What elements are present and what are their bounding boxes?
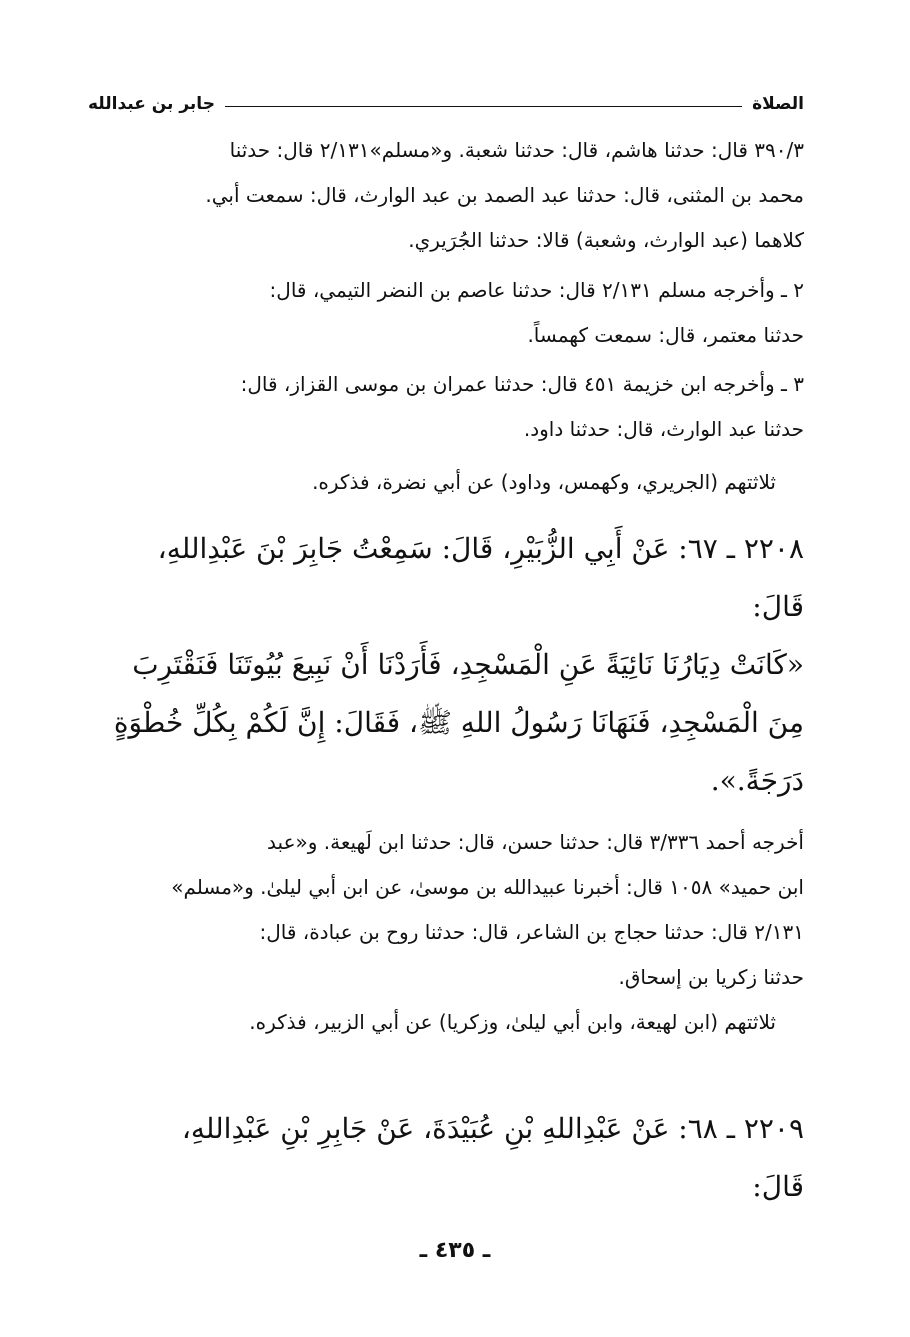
text-line: ٣ ـ وأخرجه ابن خزيمة ٤٥١ قال: حدثنا عمران بن موسى القزاز، قال:: [240, 372, 804, 396]
text-line: محمد بن المثنى، قال: حدثنا عبد الصمد بن عبد الوارث، قال: سمعت أبي.: [205, 183, 804, 207]
text-line: ثلاثتهم (الجريري، وكهمس، وداود) عن أبي نضرة، فذكره.: [312, 470, 776, 494]
header-rule: [225, 106, 742, 107]
text-line: ٢/١٣١ قال: حدثنا حجاج بن الشاعر، قال: حدثنا روح بن عبادة، قال:: [259, 920, 804, 944]
text-line: كلاهما (عبد الوارث، وشعبة) قالا: حدثنا الجُرَيري.: [408, 228, 804, 252]
text-line: قَالَ:: [752, 1170, 804, 1203]
text-line: ثلاثتهم (ابن لهيعة، وابن أبي ليلىٰ، وزكريا) عن أبي الزبير، فذكره.: [249, 1010, 776, 1034]
text-line: حدثنا معتمر، قال: سمعت كهمساً.: [527, 323, 804, 347]
hadith-2209-heading: [100, 1100, 804, 1216]
text-line: مِنَ الْمَسْجِدِ، فَنَهَانَا رَسُولُ اللهِ ﷺ، فَقَالَ: إِنَّ لَكُمْ بِكُلِّ خُطْوَةٍ: [113, 706, 804, 739]
text-line: دَرَجَةً.».: [710, 764, 804, 797]
text-line: أخرجه أحمد ٣/٣٣٦ قال: حدثنا حسن، قال: حدثنا ابن لَهيعة. و«عبد: [267, 830, 804, 854]
header-narrator: جابر بن عبدالله: [88, 94, 215, 114]
text-line: ٢٢٠٩ ـ ٦٨: عَنْ عَبْدِاللهِ بْنِ عُبَيْدَةَ، عَنْ جَابِرِ بْنِ عَبْدِاللهِ،: [181, 1112, 804, 1145]
header-chapter-title: الصلاة: [752, 94, 804, 114]
text-line: ابن حميد» ١٠٥٨ قال: أخبرنا عبيدالله بن موسىٰ، عن ابن أبي ليلىٰ. و«مسلم»: [171, 875, 804, 899]
text-line: «كَانَتْ دِيَارُنَا نَائِيَةً عَنِ الْمَسْجِدِ، فَأَرَدْنَا أَنْ نَبِيعَ بُيُوتَنَا فَنَقْتَرِبَ: [132, 648, 804, 681]
text-line: حدثنا زكريا بن إسحاق.: [618, 965, 804, 989]
isnad-paragraph-2: [100, 268, 804, 358]
text-line: ٢٢٠٨ ـ ٦٧: عَنْ أَبِي الزُّبَيْرِ، قَالَ: سَمِعْتُ جَابِرَ بْنَ عَبْدِاللهِ،: [157, 532, 804, 565]
text-line: حدثنا عبد الوارث، قال: حدثنا داود.: [523, 417, 804, 441]
text-line: ٣٩٠/٣ قال: حدثنا هاشم، قال: حدثنا شعبة. و«مسلم»٢/١٣١ قال: حدثنا: [229, 138, 804, 162]
summary-line-2: [100, 1000, 776, 1045]
hadith-2208-text: [100, 636, 804, 810]
hadith-2208-heading: [100, 520, 804, 636]
isnad-paragraph-3: [100, 362, 804, 452]
running-header: [88, 80, 804, 114]
page-number: ـ ٤٣٥ ـ: [419, 1238, 491, 1263]
text-line: ٢ ـ وأخرجه مسلم ٢/١٣١ قال: حدثنا عاصم بن النضر التيمي، قال:: [269, 278, 804, 302]
takhrij-paragraph: [100, 820, 804, 1000]
summary-line-1: [100, 460, 776, 505]
isnad-paragraph-1: [100, 128, 804, 263]
text-line: قَالَ:: [752, 590, 804, 623]
